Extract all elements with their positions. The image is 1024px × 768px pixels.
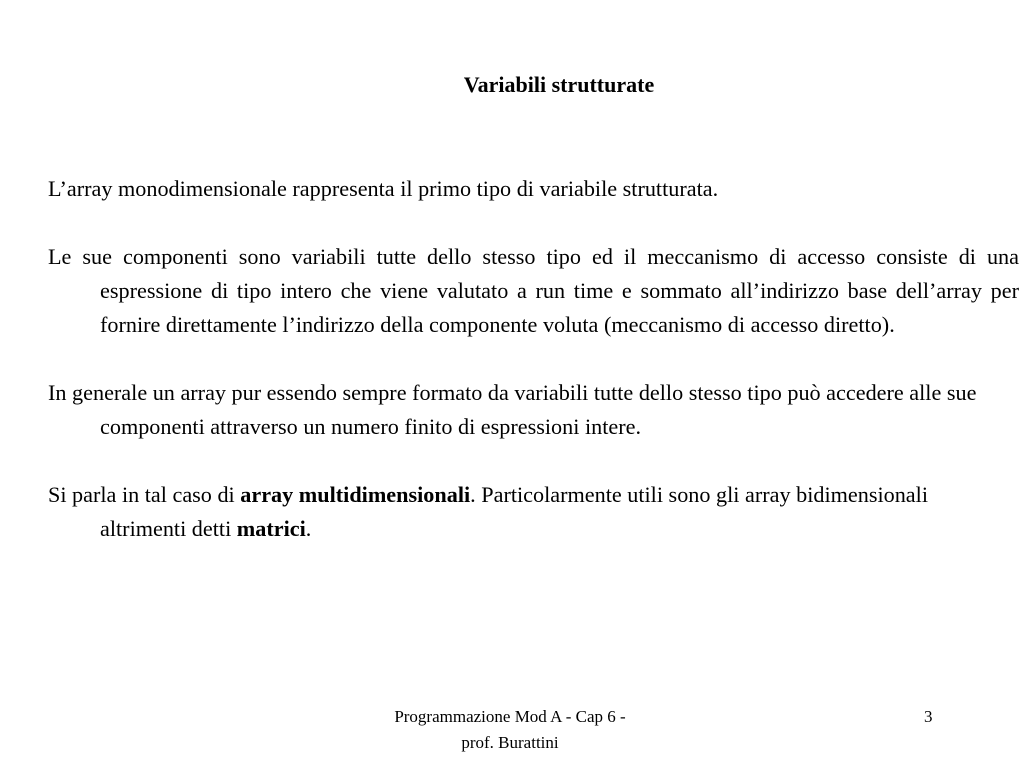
term-array-multidimensionali: array multidimensionali: [240, 482, 471, 507]
term-matrici: matrici: [236, 516, 306, 541]
paragraph-text-part: Si parla in tal caso di: [48, 482, 241, 507]
slide-body: [48, 172, 1019, 546]
page-number: 3: [924, 707, 933, 726]
paragraph-text-part: .: [305, 516, 312, 541]
slide-title: Variabili strutturate: [463, 72, 655, 97]
paragraph-multidimensional: [48, 478, 1019, 546]
footer-line-author: prof. Burattini: [461, 733, 559, 752]
footer-course-info: [360, 704, 660, 756]
paragraph-components: Le sue componenti sono variabili tutte dello stesso tipo ed il meccanismo di accesso consiste di una espressione di tipo intero che viene valutato a run time e sommato all’indirizzo base dell’array per fornire direttamente l’indirizzo della componente voluta (meccanismo di accesso diretto).: [48, 244, 1019, 337]
footer-line-course: Programmazione Mod A - Cap 6 -: [394, 707, 626, 726]
paragraph-general: In generale un array pur essendo sempre formato da variabili tutte dello stesso tipo può accedere alle sue componenti attraverso un numero finito di espressioni intere.: [48, 380, 977, 439]
paragraph-text-part: . Particolarmente utili sono gli array bidimensionali altrimenti detti: [100, 482, 928, 541]
paragraph-array-intro: L’array monodimensionale rappresenta il primo tipo di variabile strutturata.: [48, 176, 719, 201]
